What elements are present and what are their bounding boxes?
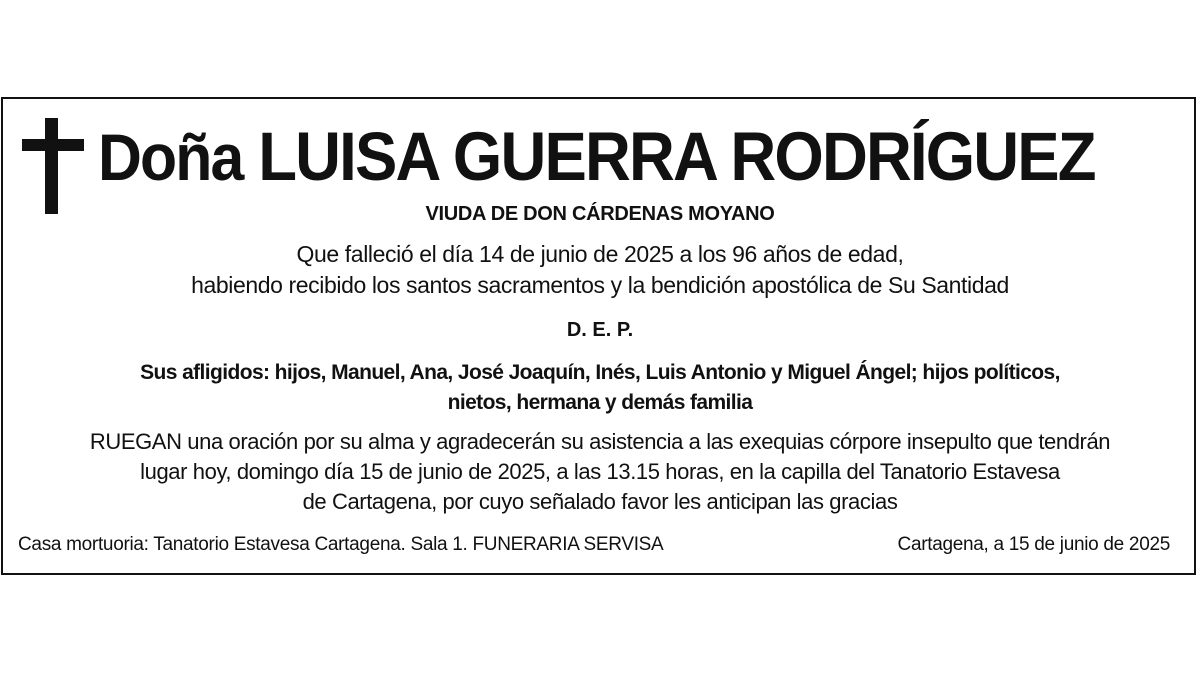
rip-text: D. E. P. bbox=[566, 319, 634, 341]
request-line-2: lugar hoy, domingo día 15 de junio de 2025, a las 13.15 horas, en la capilla del Tanatorio Estavesa bbox=[140, 459, 1060, 484]
request-line-1: RUEGAN una oración por su alma y agradecerán su asistencia a las exequias córpore insepulto que tendrán bbox=[89, 429, 1111, 454]
cross-horizontal-bar bbox=[22, 139, 84, 151]
death-line-1: Que falleció el día 14 de junio de 2025 a los 96 años de edad, bbox=[296, 241, 904, 267]
widow-of: VIUDA DE DON CÁRDENAS MOYANO bbox=[425, 203, 775, 225]
mortuary-info: Casa mortuoria: Tanatorio Estavesa Cartagena. Sala 1. FUNERARIA SERVISA bbox=[18, 534, 664, 555]
death-line-2: habiendo recibido los santos sacramentos y la bendición apostólica de Su Santidad bbox=[191, 272, 1009, 298]
honorific: Doña bbox=[98, 120, 243, 194]
request-line-3: de Cartagena, por cuyo señalado favor les anticipan las gracias bbox=[302, 489, 898, 514]
mourners-line-2: nietos, hermana y demás familia bbox=[447, 391, 753, 414]
deceased-name-heading bbox=[98, 112, 1095, 202]
mourners-line-1: Sus afligidos: hijos, Manuel, Ana, José Joaquín, Inés, Luis Antonio y Miguel Ángel; hijos políticos, bbox=[140, 361, 1060, 384]
place-date: Cartagena, a 15 de junio de 2025 bbox=[897, 534, 1170, 555]
deceased-name: LUISA GUERRA RODRÍGUEZ bbox=[258, 118, 1095, 195]
